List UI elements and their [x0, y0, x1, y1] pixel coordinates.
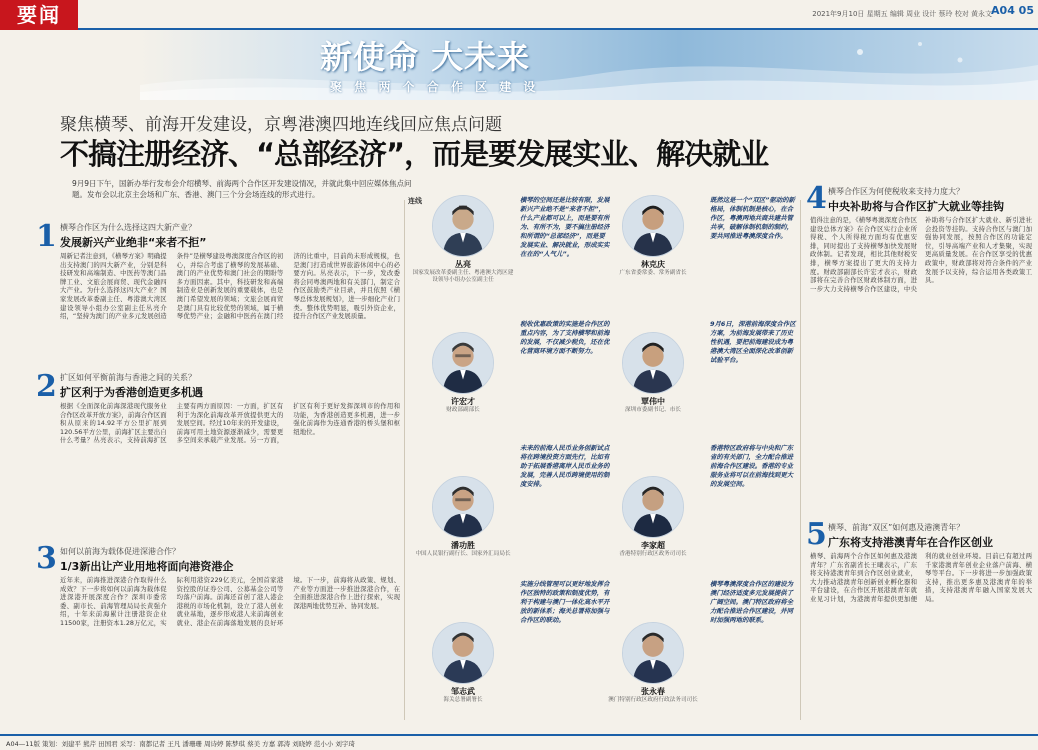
- speaker-title: 财政部副部长: [446, 407, 480, 413]
- speaker-quote: 9月6日，深港前海深度合作区方案，为前海发展带来了历史性机遇，要把前海建设成为粤港澳大湾区全面深化改革创新试验平台。: [710, 320, 796, 364]
- speaker-quote: 香港特区政府将与中央和广东省的有关部门，全力配合推进前海合作区建设。香港的专业服务业将可以在前海找到更大的发展空间。: [710, 444, 794, 488]
- speaker-quote: 横琴粤澳深度合作区的建设为澳门经济适度多元发展提供了广阔空间。澳门特区政府将全力配合推进合作区建设，并同时加强两地的联系。: [710, 580, 794, 624]
- section-2-number: 2: [36, 369, 57, 404]
- section-1-body: 周新记者注意到，《横琴方案》明确提出支持澳门的四大新产业，分别是科技研发和高端制造、中医药等澳门品牌工业、文旅会展商贸、现代金融四大产业。为什么选择这四大产业？国家发展改革委副主任、粤港澳大湾区建设领导小组办公室副主任丛亮介绍，“坚持为澳门的产业多元发展创造条件”是横琴建设粤澳深度合作区的初心，并综合考虑了横琴的发展基础、澳门的产业优势和澳门社会的期盼等多方面因素。其中，科技研发和高端制造业是创新发展的重要载体，也是澳门希望发展的领域；文旅会展商贸是澳门具有比较优势的领域，属于横琴优势产业；金融和中医药在澳门经济的比重中，目前尚未形成规模，也是澳门打造成世界旅游休闲中心的必要方向。丛亮表示，下一步，发改委将会同粤澳两地和有关部门，制定合作区鼓励类产业目录，并且依照《横琴总体发展规划》，进一步细化产业门类。整体优势明显，吸引外资企业，提升合作区产业发展质量。: [60, 252, 400, 321]
- section-2-body: 根据《全面深化前海深港现代服务业合作区改革开放方案》，前海合作区面积从原来的14.92平方公里扩展到120.56平方公里，前海扩区主要出自什么考量？丛亮表示，支持前海扩区主要有两方面原因：一方面，扩区有利于为深化前海改革开放提供更大的发展空间。经过10年来的开发建设，前海可用土地资源逐渐减少，需要更多空间来承载产业发展。另一方面，扩区有利于更好发挥深圳市的作用和功能，为香港创造更多机遇，进一步强化前海作为连通香港的桥头堡和枢纽地位。: [60, 402, 400, 445]
- section-1-kicker: 横琴合作区为什么选择这四大新产业？: [60, 223, 196, 232]
- section-2-kicker: 扩区如何平衡前海与香港之间的关系？: [60, 373, 196, 382]
- section-5-kicker: 横琴、前海“双区”如何惠及港澳青年？: [828, 523, 965, 532]
- section-4-body: 值得注意的是，《横琴粤澳深度合作区建设总体方案》在合作区实行企业所得税、个人所得税方面均有优惠安排，同时提出了支持横琴加快发展财政体制。记者发现，相比其他财税安排，横琴方案提出了更大的支持力度。财政部副部长许宏才表示，财政部将在完善合作区财政体制方面，进一步大力支持横琴合作区建设，中央补助将与合作区扩大就业、新引进社会投资等挂钩。支持合作区与澳门加强协同发展，按照合作区的功能定位，引导高端产业和人才集聚，实现更高质量发展。在合作区享受的优惠政策中，财政部将对符合条件的产业发展予以支持，综合运用各类政策工具。: [810, 216, 1032, 293]
- speaker-name: 张永春: [641, 687, 665, 696]
- speaker-portrait: [432, 476, 494, 538]
- headline-kicker: 聚焦横琴、前海开发建设，京粤港澳四地连线回应焦点问题: [60, 115, 502, 135]
- speaker-quote: 实施分线管理可以更好地发挥合作区独特的政策和制度优势，有利于构建与澳门一体化高水平开放的新体系；海关总署将加强与合作区的联动。: [520, 580, 610, 624]
- section-tag: 要闻: [0, 0, 78, 30]
- dateline: 2021年9月10日 星期五 编辑 周业 设计 蔡玲 校对 黄永文: [812, 10, 992, 18]
- speaker-name: 林克庆: [641, 260, 665, 269]
- speaker-portrait: [432, 195, 494, 257]
- speaker-quote: 既然这是一个“双区”驱动的新格局，体制机制是核心，在合作区，粤澳两地共商共建共管共享，破解体制机制的制约，要共同推进粤澳深度合作。: [710, 196, 795, 240]
- section-4-heading: 中央补助将与合作区扩大就业等挂钩: [828, 200, 1004, 213]
- speaker-portrait: [622, 622, 684, 684]
- speaker-name: 丛亮: [455, 260, 471, 269]
- banner-wave-decoration: [140, 30, 1038, 100]
- speaker-title: 香港特别行政区政务司司长: [619, 551, 687, 557]
- section-4-number: 4: [806, 181, 827, 216]
- section-1-heading: 发展新兴产业绝非“来者不拒”: [60, 236, 207, 249]
- speaker-name: 覃伟中: [641, 397, 665, 406]
- column-divider: [404, 200, 405, 720]
- speaker-title: 澳门特别行政区政府行政法务司司长: [608, 697, 698, 703]
- speaker-quote: 未来的前海人民币业务创新试点将在跨境投资方面先行，比如有助于拓展香港离岸人民币业务的发展，完善人民币跨境使用的制度安排。: [520, 444, 610, 488]
- speaker-name: 李家超: [641, 541, 665, 550]
- footer-credits: A04—11版 策划：刘建平 熊芹 田国君 采写：南都记者 王凡 潘珊珊 周诗婷 陈梦琪 蔡美 方嘉 郭涛 刘晓婷 范小小 刘宇琦: [6, 740, 355, 748]
- section-3-body: 近年来，前海推进深港合作取得什么成效？下一步将如何以前海为载体促进深港开展深度合作？深圳市委常委、副市长、前海管理局局长黄强介绍，十年来前海累计注册港资企业11500家，注册资本1.28万亿元，实际利用港资229亿美元，全国首家港资控股的证券公司、公募基金公司等均落户前海。前海还首创了港人港企港税的市场化机制，设立了港人创业就业基地，逐步形成港人来前海创业就业、港企在前海落地发展的良好环境。下一步，前海将从政策、规划、产业等方面进一步推进深港合作，在全面推进深港合作上进行探索，实现深港两地优势互补、协同发展。: [60, 576, 400, 627]
- section-3-kicker: 如何以前海为载体促进深港合作？: [60, 547, 180, 556]
- section-3-number: 3: [36, 541, 57, 576]
- speaker-quote: 税收优惠政策的实施是合作区的重点内容，为了支持横琴和前海的发展，不仅减少税负，还在优化营商环境方面不断努力。: [520, 320, 610, 355]
- section-4-kicker: 横琴合作区为何使税收来支持力度大？: [828, 187, 964, 196]
- page-footer: [0, 734, 1038, 750]
- speaker-portrait: [622, 195, 684, 257]
- speaker-title: 广东省委常委、常务副省长: [619, 270, 687, 276]
- speaker-title: 海关总署副署长: [443, 697, 483, 703]
- headline-title: 不搞注册经济、“总部经济”，而是要发展实业、解决就业: [60, 137, 769, 171]
- speaker-portrait: [622, 332, 684, 394]
- speaker-title: 中国人民银行副行长、国家外汇局局长: [415, 551, 511, 557]
- headline-lead: 9月9日下午，国新办举行发布会介绍横琴、前海两个合作区开发建设情况，并就此集中回应媒体焦点问题。发布会以北京主会场和广东、香港、澳门三个分会场连线的形式进行。: [72, 179, 412, 199]
- section-3-heading: 1/3新出让产业用地将面向港资港企: [60, 560, 234, 573]
- column-divider: [800, 200, 801, 720]
- speaker-portrait: [432, 332, 494, 394]
- section-5-number: 5: [806, 517, 827, 552]
- connector-label: 连线: [408, 197, 422, 205]
- page-number: A04 05: [991, 4, 1034, 17]
- banner-title: 新使命 大未来: [320, 38, 531, 76]
- section-5-body: 横琴、前海两个合作区如何惠及港澳青年？广东省副省长王曦表示，广东将支持港澳青年到合作区创业就业，大力推动港澳青年创新创业孵化器和平台建设，在合作区开展港澳青年就业见习计划，为港澳青年提供更加便利的就业创业环境。目前已有超过两千家港澳青年创业企业落户前海、横琴等平台。下一步将进一步加强政策支持，推出更多惠及港澳青年的举措，支持港澳青年融入国家发展大局。: [810, 552, 1032, 603]
- masthead-bar: [0, 0, 1038, 30]
- speaker-name: 邹志武: [451, 687, 475, 696]
- speaker-portrait: [432, 622, 494, 684]
- banner: [140, 30, 1038, 100]
- speaker-name: 许宏才: [451, 397, 475, 406]
- speaker-portrait: [622, 476, 684, 538]
- speaker-title: 深圳市委副书记、市长: [625, 407, 681, 413]
- section-2-heading: 扩区利于为香港创造更多机遇: [60, 386, 203, 399]
- banner-subtitle: 聚 焦 两 个 合 作 区 建 设: [330, 80, 540, 94]
- speaker-name: 潘功胜: [451, 541, 475, 550]
- section-5-heading: 广东将支持港澳青年在合作区创业: [828, 536, 993, 549]
- speaker-title: 国家发展改革委副主任、粤港澳大湾区建设领导小组办公室副主任: [412, 270, 514, 283]
- section-1-number: 1: [36, 219, 57, 254]
- speaker-quote: 横琴的空间还是比较有限，发展新兴产业绝不是“来者不拒”，什么产业都可以上，而是要有所为、有所不为，要不搞注册经济和所谓的“总部经济”，而是要发展实业、解决就业，形成实实在在的“人气儿”。: [520, 196, 610, 258]
